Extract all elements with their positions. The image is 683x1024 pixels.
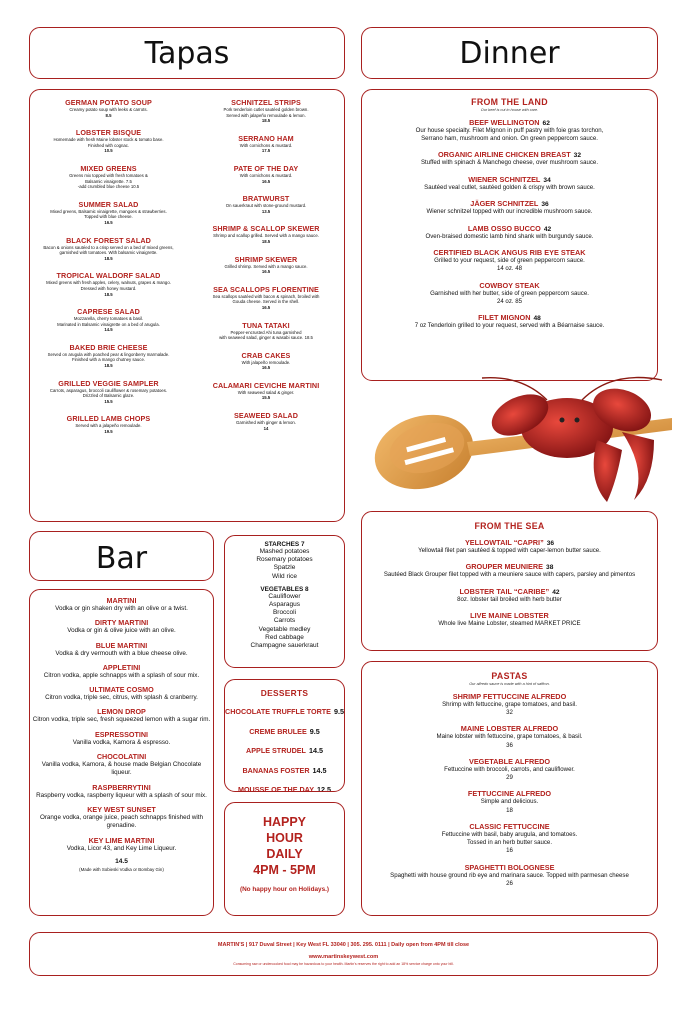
tapas-item-name: CALAMARI CEVICHE MARTINI bbox=[212, 380, 320, 390]
vegetable-item: Broccoli bbox=[272, 609, 297, 617]
dessert-item-title: CREME BRULEE bbox=[249, 726, 307, 736]
bar-item-description: Citron vodka, apple schnapps with a splash of sour mix. bbox=[43, 671, 200, 679]
tapas-item-description: On sauerkraut with stone-ground mustard. bbox=[225, 203, 307, 209]
pasta-item-name: VEGETABLE ALFREDO bbox=[468, 756, 551, 766]
pasta-item-price: 36 bbox=[506, 741, 513, 749]
dessert-items bbox=[225, 707, 344, 792]
sea-item-description: Yellowtail filet pan sautéed & topped with caper-lemon butter sauce. bbox=[418, 547, 601, 554]
footer-website[interactable]: www.martinskeywest.com bbox=[308, 954, 379, 960]
pastas-section bbox=[361, 661, 658, 916]
tapas-item-price: 16.5 bbox=[261, 269, 271, 275]
vegetable-items bbox=[225, 593, 344, 650]
tapas-item-price: 14.5 bbox=[104, 327, 113, 333]
bar-item bbox=[30, 707, 213, 724]
sea-item-price: 36 bbox=[546, 540, 555, 547]
tapas-item bbox=[190, 224, 342, 244]
dessert-item-price: 14.5 bbox=[312, 765, 327, 775]
footer bbox=[29, 932, 658, 976]
bar-item bbox=[30, 596, 213, 613]
bar-item-description: Citron vodka, triple sec, fresh squeezed lemon with a sugar rim. bbox=[32, 716, 211, 724]
bar-item-description: Citron vodka, triple sec, citrus, with splash & cranberry. bbox=[45, 694, 198, 702]
bar-item bbox=[30, 618, 213, 635]
bar-item bbox=[30, 752, 213, 778]
sea-item-title: GROUPER MEUNIERE bbox=[465, 562, 544, 572]
land-item-price: 32 bbox=[573, 152, 582, 160]
dessert-item bbox=[225, 707, 344, 716]
tapas-item bbox=[32, 414, 185, 434]
tapas-item-price: 16.5 bbox=[261, 178, 271, 184]
tapas-item-name: SHRIMP & SCALLOP SKEWER bbox=[212, 224, 320, 234]
tapas-item-description: Finished with a mango chutney sauce. bbox=[71, 357, 146, 363]
happy-hour-line-1: HAPPY bbox=[262, 815, 307, 829]
tapas-item bbox=[190, 255, 342, 275]
pasta-item-name: SPAGHETTI BOLOGNESE bbox=[464, 862, 555, 872]
tapas-item-name: BAKED BRIE CHEESE bbox=[69, 342, 148, 352]
land-item-title: JÄGER SCHNITZEL bbox=[470, 199, 539, 209]
land-item-description: Stuffed with spinach & Manchego cheese, over mushroom sauce. bbox=[420, 159, 599, 167]
happy-hour-line-2: HOUR bbox=[266, 831, 303, 845]
dessert-item-name bbox=[225, 766, 344, 775]
tapas-item-price: 10.5 bbox=[104, 148, 113, 154]
tapas-item bbox=[190, 411, 342, 431]
tapas-item-price: 16.5 bbox=[261, 365, 271, 371]
land-item-name bbox=[362, 313, 657, 322]
tapas-item bbox=[32, 164, 185, 190]
land-item-name bbox=[362, 224, 657, 233]
tapas-item-price: 15.5 bbox=[104, 398, 113, 404]
tapas-item bbox=[190, 321, 342, 341]
tapas-item-description: With seaweed salad & ginger. bbox=[237, 389, 295, 395]
sea-item bbox=[362, 611, 657, 628]
land-item-name bbox=[362, 281, 657, 290]
tapas-item-description: garnished with tomatoes. With balsamic vinaigrette. bbox=[59, 250, 158, 256]
bar-price bbox=[30, 858, 213, 875]
tapas-item-description: with seaweed salad, ginger & wasabi sauce. 18.5 bbox=[219, 335, 313, 341]
land-item-title: CERTIFIED BLACK ANGUS RIB EYE STEAK bbox=[433, 248, 586, 258]
sea-item-title: YELLOWTAIL “CAPRI” bbox=[464, 538, 544, 547]
tapas-item-price: 18.5 bbox=[104, 255, 113, 261]
sea-heading: FROM THE SEA bbox=[474, 521, 545, 531]
bar-header bbox=[29, 531, 214, 581]
tapas-item bbox=[32, 98, 185, 118]
tapas-item-name: TROPICAL WALDORF SALAD bbox=[56, 271, 161, 281]
tapas-item-description: Sea scallops sautéed with bacon & spinach, broiled with bbox=[212, 293, 320, 299]
bar-item-description: grenadine. bbox=[106, 822, 137, 830]
tapas-item-name: CAPRESE SALAD bbox=[77, 307, 140, 317]
tapas-item-description: Mixed greens with fresh apples, celery, walnuts, grapes & mango. bbox=[46, 280, 171, 286]
land-item-description: 14 oz. 48 bbox=[496, 265, 523, 273]
land-item-description: Our house specialty. Filet Mignon in puff pastry with foie gras torchon, bbox=[415, 127, 604, 134]
tapas-item bbox=[190, 98, 342, 124]
tapas-item bbox=[32, 200, 185, 226]
tapas-left-column bbox=[32, 98, 185, 445]
land-item-price: 48 bbox=[533, 315, 541, 323]
happy-hour-line-3: DAILY bbox=[266, 847, 303, 861]
tapas-item-price: 18.5 bbox=[261, 238, 271, 244]
tapas-item-description: Pork tenderloin cutlet sautéed golden brown. bbox=[223, 107, 309, 112]
starch-item: Rosemary potatoes bbox=[256, 556, 313, 564]
tapas-item-description: Served with a jalapeño remoulade. bbox=[75, 423, 142, 429]
land-item-title: COWBOY STEAK bbox=[479, 280, 540, 290]
bar-item-name: KEY LIME MARTINI bbox=[88, 835, 155, 845]
dessert-item-name bbox=[225, 707, 344, 716]
bar-item bbox=[30, 641, 213, 658]
dessert-item-name bbox=[225, 727, 344, 736]
happy-hour-note: (No happy hour on Holidays.) bbox=[239, 886, 330, 893]
pasta-item-price: 16 bbox=[506, 847, 513, 855]
pasta-item bbox=[362, 863, 657, 888]
land-item-description: 7 oz Tenderloin grilled to your request, served with a Béarnaise sauce. bbox=[414, 322, 605, 330]
tapas-item bbox=[190, 164, 342, 184]
starches-price: 7 bbox=[300, 541, 305, 548]
land-item-name bbox=[362, 248, 657, 257]
tapas-item-name: TUNA TATAKI bbox=[242, 320, 290, 330]
tapas-item-description: With cornichons & mustard. bbox=[239, 142, 293, 148]
footer-address-line: MARTIN'S | 917 Duval Street | Key West FL 33040 | 305. 295. 0111 | Daily open from 4PM till close bbox=[217, 942, 470, 948]
pasta-item-name: MAINE LOBSTER ALFREDO bbox=[460, 724, 559, 734]
dessert-item-title: BANANAS FOSTER bbox=[242, 765, 310, 775]
tapas-item-description: With cornichons & mustard. bbox=[239, 172, 293, 178]
footer-disclaimer: Consuming raw or undercooked food may be hazardous to your health. Martin's reserves the right to add an 18% service charge onto your bill. bbox=[233, 962, 454, 966]
tapas-item-name: BLACK FOREST SALAD bbox=[66, 235, 151, 245]
happy-hour-section bbox=[224, 802, 345, 916]
bar-item bbox=[30, 685, 213, 702]
bar-item-name: LEMON DROP bbox=[97, 707, 146, 717]
tapas-item-price: 8.5 bbox=[105, 112, 112, 118]
bar-item bbox=[30, 783, 213, 800]
tapas-item-description: Marinated in Balsamic vinaigrette on a bed of arugula. bbox=[57, 321, 160, 327]
tapas-item bbox=[32, 236, 185, 262]
land-item-description: Grilled to your request, side of green peppercorn sauce. bbox=[434, 257, 585, 265]
bar-item bbox=[30, 663, 213, 680]
sea-item-description: Sautéed Black Grouper filet topped with a meuniere sauce with capers, parsley and pimentos bbox=[383, 571, 636, 579]
pasta-item-price: 18 bbox=[506, 806, 513, 814]
sea-item bbox=[362, 587, 657, 604]
vegetable-item: Red cabbage bbox=[265, 633, 304, 641]
land-item-title: FILET MIGNON bbox=[478, 313, 531, 323]
vegetable-item: Cauliflower bbox=[268, 592, 301, 600]
tapas-item-description: Gouda cheese. Served in the shell. bbox=[232, 299, 300, 305]
pasta-item-description: Spaghetti with house ground rib eye and marinara sauce. Topped with parmesan cheese bbox=[390, 871, 629, 879]
land-item bbox=[362, 199, 657, 216]
tapas-item-description: Served on arugula with poached pear & lingonberry marmalade. bbox=[47, 351, 170, 357]
land-item-description: 24 oz. 85 bbox=[496, 297, 523, 305]
bar-menu bbox=[29, 589, 214, 916]
tapas-item-name: SEAWEED SALAD bbox=[234, 411, 298, 421]
bar-item-description: Vodka, Licor 43, and Key Lime Liqueur. bbox=[66, 844, 177, 852]
tapas-item-description: Drizzled of Balsamic glaze. bbox=[82, 393, 135, 399]
tapas-item-description: Creamy potato soup with leeks & carrots. bbox=[69, 107, 148, 112]
bar-item-name: DIRTY MARTINI bbox=[94, 618, 149, 628]
bar-item-description: Vanilla vodka, Kamora & espresso. bbox=[72, 738, 171, 746]
sea-item-price: 42 bbox=[552, 588, 560, 596]
land-item-title: LAMB OSSO BUCCO bbox=[467, 223, 541, 233]
sea-item-name bbox=[362, 611, 657, 620]
land-item bbox=[362, 224, 657, 241]
tapas-item-name: BRATWURST bbox=[242, 194, 290, 204]
tapas-item-description: Pepper-encrusted Ahi tuna garnished bbox=[230, 329, 302, 335]
pasta-item bbox=[362, 757, 657, 782]
tapas-item-name: SERRANO HAM bbox=[238, 133, 294, 143]
pasta-item-description: Simple and delicious. bbox=[480, 798, 539, 806]
land-item-price: 42 bbox=[543, 225, 552, 233]
land-item bbox=[362, 248, 657, 273]
vegetables-price: 8 bbox=[305, 585, 309, 593]
tapas-item bbox=[190, 381, 342, 401]
tapas-item-description: Greens mix topped with fresh tomatoes & bbox=[69, 172, 148, 178]
bar-item-name: CHOCOLATINI bbox=[96, 752, 147, 762]
tapas-item-name: SUMMER SALAD bbox=[78, 199, 139, 209]
tapas-item-description: Homemade with fresh Maine lobster stock & tomato base. bbox=[53, 137, 164, 143]
tapas-item bbox=[32, 379, 185, 405]
dessert-item-price: 9.5 bbox=[333, 707, 344, 716]
tapas-item-description: Carrots, asparagus, broccoli cauliflower & rosemary potatoes. bbox=[49, 387, 168, 393]
bar-item-description: Orange vodka, orange juice, peach schnapps finished with bbox=[39, 813, 204, 821]
tapas-item bbox=[32, 307, 185, 333]
dessert-item-price: 14.5 bbox=[308, 746, 323, 755]
tapas-item-name: PATE OF THE DAY bbox=[233, 163, 299, 173]
pasta-item-name: FETTUCCINE ALFREDO bbox=[467, 789, 552, 799]
sea-items bbox=[362, 538, 657, 628]
tapas-item-price: 14 bbox=[263, 425, 269, 431]
tapas-right-column bbox=[190, 98, 342, 441]
starch-item: Spatzle bbox=[273, 564, 296, 572]
vegetable-item: Vegetable medley bbox=[258, 625, 311, 633]
desserts-heading: DESSERTS bbox=[260, 688, 309, 698]
land-item-name bbox=[362, 199, 657, 208]
tapas-item-name: GRILLED LAMB CHOPS bbox=[66, 414, 151, 424]
bar-item bbox=[30, 805, 213, 831]
desserts-section bbox=[224, 679, 345, 792]
land-item-title: WIENER SCHNITZEL bbox=[468, 174, 541, 184]
tapas-menu bbox=[29, 89, 345, 522]
land-item-title: BEEF WELLINGTON bbox=[469, 118, 540, 127]
dinner-header bbox=[361, 27, 658, 79]
sea-item bbox=[362, 538, 657, 555]
land-item-price: 36 bbox=[541, 201, 549, 209]
starch-item: Wild rice bbox=[272, 572, 297, 580]
tapas-item bbox=[32, 343, 185, 369]
pasta-item-price: 32 bbox=[506, 709, 513, 717]
tapas-item-description: With jalapeño remoulade. bbox=[241, 359, 291, 365]
tapas-item-price: 16.5 bbox=[104, 219, 113, 225]
dinner-title: Dinner bbox=[459, 36, 560, 71]
starch-items bbox=[225, 548, 344, 581]
happy-hour-line-4: 4PM - 5PM bbox=[253, 863, 316, 877]
tapas-item-description: Served with jalapeño remoulade & lemon. bbox=[226, 112, 306, 118]
bar-item-name: BLUE MARTINI bbox=[95, 640, 148, 650]
sea-item-name bbox=[362, 587, 657, 596]
sea-item bbox=[362, 562, 657, 579]
tapas-item-description: Mixed greens, Balsamic vinaigrette, mangoes & strawberries. bbox=[50, 208, 167, 214]
land-item-description: Garnished with her butter, side of green peppercorn sauce. bbox=[430, 289, 589, 297]
land-item-description: Sautéed veal cutlet, sautéed golden & crispy with brown sauce. bbox=[424, 183, 595, 191]
bar-item-description: Vodka or gin shaken dry with an olive or a twist. bbox=[55, 605, 188, 612]
land-heading: FROM THE LAND bbox=[471, 97, 548, 107]
dessert-item-title: CHOCOLATE TRUFFLE TORTE bbox=[225, 707, 331, 716]
bar-item-description: Raspberry vodka, raspberry liqueur with a splash of sour mix. bbox=[36, 791, 207, 799]
land-item bbox=[362, 281, 657, 306]
vegetable-item: Champagne sauerkraut bbox=[250, 642, 319, 650]
from-the-land-section bbox=[361, 89, 658, 381]
bar-item bbox=[30, 730, 213, 747]
pasta-item bbox=[362, 789, 657, 814]
pasta-item bbox=[362, 724, 657, 749]
land-item bbox=[362, 313, 657, 330]
tapas-item-description: Bacon & onions sautéed to a crisp served on a bed of mixed greens, bbox=[43, 244, 174, 250]
dessert-item-title: APPLE STRUDEL bbox=[246, 746, 306, 755]
land-item-name bbox=[362, 118, 657, 127]
dessert-item-price: 12.5 bbox=[317, 785, 331, 792]
dessert-item bbox=[225, 766, 344, 775]
bar-item-description: Vanilla vodka, Kamora, & house made Belgian Chocolate bbox=[41, 761, 202, 769]
dessert-item-price: 9.5 bbox=[309, 726, 320, 736]
tapas-item-description: Garnished with ginger & lemon. bbox=[236, 420, 296, 426]
sea-item-name bbox=[362, 538, 657, 547]
tapas-item-price: 18.5 bbox=[261, 118, 271, 124]
bar-item-name: ULTIMATE COSMO bbox=[89, 685, 154, 695]
land-item bbox=[362, 175, 657, 192]
tapas-item-description: Balsamic vinaigrette. 7.5 bbox=[85, 178, 132, 184]
bar-item-description: liqueur. bbox=[111, 769, 132, 777]
pasta-items bbox=[362, 692, 657, 888]
pasta-item bbox=[362, 692, 657, 717]
pasta-item-name: SHRIMP FETTUCCINE ALFREDO bbox=[452, 692, 567, 701]
bar-title: Bar bbox=[95, 541, 148, 576]
bar-price-value: 14.5 bbox=[115, 857, 128, 865]
tapas-item-price: 19.5 bbox=[104, 429, 113, 435]
bar-note: (Made with Sobieski Vodka or Bombay Gin) bbox=[79, 867, 164, 873]
tapas-item-name: SCHNITZEL STRIPS bbox=[231, 98, 301, 107]
sea-item-title: LIVE MAINE LOBSTER bbox=[470, 611, 549, 621]
tapas-item-name: CRAB CAKES bbox=[241, 350, 291, 360]
pasta-item-description: Fettuccine with broccoli, carrots, and cauliflower. bbox=[444, 765, 575, 773]
bar-item-name: KEY WEST SUNSET bbox=[87, 804, 156, 814]
land-item-description: Serrano ham, mushroom and onion. On green peppercorn sauce. bbox=[421, 135, 598, 143]
pasta-item-name: CLASSIC FETTUCCINE bbox=[469, 821, 550, 831]
land-item-description: Wiener schnitzel topped with our incredible mushroom sauce. bbox=[426, 208, 593, 216]
tapas-item-price: 18.5 bbox=[104, 291, 113, 297]
bar-item bbox=[30, 836, 213, 853]
tapas-item-description: Dressed with honey mustard. bbox=[80, 285, 137, 291]
tapas-item-description: Finished with cognac. bbox=[87, 142, 130, 148]
land-item-name bbox=[362, 175, 657, 184]
tapas-item-price: 16.5 bbox=[261, 304, 271, 310]
sea-item-name bbox=[362, 562, 657, 571]
tapas-item-name: GERMAN POTATO SOUP bbox=[65, 98, 152, 107]
tapas-item-description: Topped with blue cheese. bbox=[84, 214, 133, 220]
tapas-item bbox=[190, 134, 342, 154]
bar-item-description: Vodka & dry vermouth with a blue cheese olive. bbox=[55, 649, 188, 657]
from-the-sea-section bbox=[361, 511, 658, 651]
pastas-heading: PASTAS bbox=[491, 671, 528, 681]
dessert-item-name bbox=[225, 785, 344, 792]
bar-item-name: ESPRESSOTINI bbox=[94, 729, 149, 739]
bar-item-name: RASPBERRYTINI bbox=[92, 782, 151, 792]
dessert-item-title: MOUSSE OF THE DAY bbox=[237, 785, 314, 792]
bar-item-name: MARTINI bbox=[106, 596, 137, 605]
tapas-item bbox=[190, 194, 342, 214]
land-item-title: ORGANIC AIRLINE CHICKEN BREAST bbox=[437, 150, 571, 160]
pasta-item bbox=[362, 822, 657, 855]
land-subheading: Our beef is cut in house with care. bbox=[480, 108, 539, 112]
sea-item-price: 38 bbox=[546, 564, 554, 572]
land-item-price: 34 bbox=[543, 176, 551, 184]
sea-item-description: 8oz. lobster tail broiled with herb butter bbox=[457, 595, 562, 603]
starch-item: Mashed potatoes bbox=[259, 548, 310, 555]
sea-item-description: Whole live Maine Lobster, steamed MARKET PRICE bbox=[438, 620, 581, 628]
tapas-item-description: -add crumbled blue cheese 10.5 bbox=[77, 184, 140, 190]
pasta-item-description: Tossed in an herb butter sauce. bbox=[466, 839, 553, 847]
land-items bbox=[362, 118, 657, 330]
vegetables-label: VEGETABLES bbox=[260, 585, 304, 593]
pastas-subheading: Our alfredo sauce is made with a hint of saffron. bbox=[469, 682, 550, 686]
dessert-item bbox=[225, 746, 344, 755]
tapas-item bbox=[190, 285, 342, 311]
vegetable-item: Carrots bbox=[273, 617, 296, 625]
bar-items bbox=[30, 596, 213, 853]
tapas-item-price: 13.5 bbox=[261, 208, 271, 214]
land-item-price: 62 bbox=[542, 120, 550, 127]
tapas-item bbox=[190, 351, 342, 371]
land-item bbox=[362, 150, 657, 167]
tapas-item bbox=[32, 271, 185, 297]
tapas-title: Tapas bbox=[144, 36, 230, 71]
tapas-item-name: MIXED GREENS bbox=[80, 163, 137, 173]
dessert-item bbox=[225, 727, 344, 736]
tapas-item-name: LOBSTER BISQUE bbox=[75, 128, 142, 138]
bar-item-description: Vodka or gin & olive juice with an olive. bbox=[67, 627, 176, 635]
tapas-item-name: GRILLED VEGGIE SAMPLER bbox=[58, 378, 159, 388]
land-item bbox=[362, 118, 657, 143]
starches-heading bbox=[225, 541, 344, 548]
land-item-description: Oven-braised domestic lamb hind shank with burgundy sauce. bbox=[425, 232, 594, 240]
pasta-item-price: 26 bbox=[506, 879, 513, 887]
bar-item-name: APPLETINI bbox=[102, 662, 141, 672]
tapas-item-name: SEA SCALLOPS FLORENTINE bbox=[213, 284, 319, 294]
dessert-item bbox=[225, 785, 344, 792]
tapas-item-description: Mozzarella, cherry tomatoes & basil. bbox=[73, 316, 144, 322]
pasta-item-description: Fettuccine with basil, baby arugula, and tomatoes. bbox=[441, 830, 578, 838]
pasta-item-price: 29 bbox=[506, 774, 513, 782]
tapas-item-price: 17.5 bbox=[261, 148, 271, 154]
sides-section bbox=[224, 535, 345, 668]
starches-label: STARCHES bbox=[264, 541, 300, 548]
tapas-header bbox=[29, 27, 345, 79]
vegetables-heading bbox=[225, 586, 344, 593]
pasta-item-description: Maine lobster with fettuccine, grape tomatoes, & basil. bbox=[436, 733, 583, 741]
tapas-item-name: SHRIMP SKEWER bbox=[234, 254, 298, 264]
pasta-item-description: Shrimp with fettuccine, grape tomatoes, and basil. bbox=[442, 701, 577, 708]
tapas-item-description: Shrimp and scallop grilled. Served with a mango sauce. bbox=[213, 233, 319, 239]
dessert-item-name bbox=[225, 746, 344, 755]
sea-item-title: LOBSTER TAIL “CARIBE” bbox=[459, 586, 550, 596]
land-item-name bbox=[362, 150, 657, 159]
tapas-item-description: Grilled shrimp. Served with a mango sauce. bbox=[224, 263, 308, 269]
vegetable-item: Asparagus bbox=[268, 601, 301, 609]
lobster-spoon-illustration bbox=[372, 370, 672, 510]
tapas-item-price: 18.5 bbox=[104, 363, 113, 369]
tapas-item-price: 15.5 bbox=[261, 395, 271, 401]
tapas-item bbox=[32, 128, 185, 154]
